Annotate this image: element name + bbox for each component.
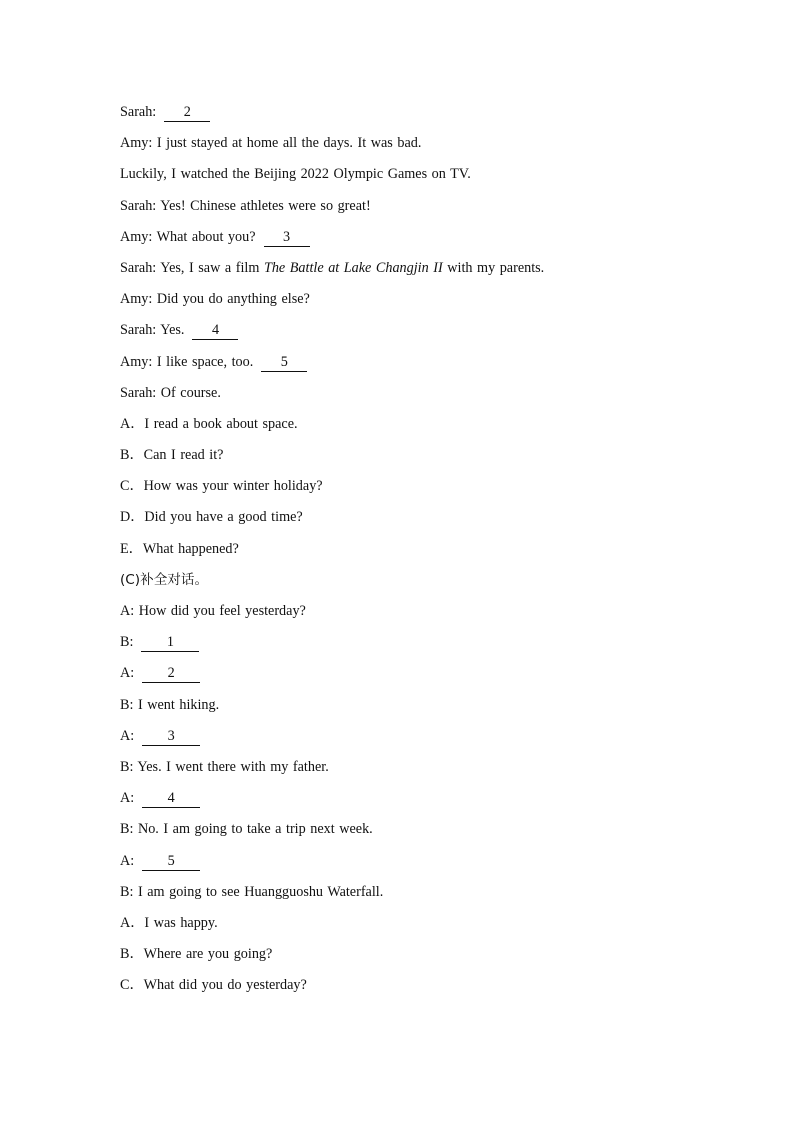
dialogue-text: Yes. xyxy=(160,322,185,339)
speaker-label: A: xyxy=(120,790,135,807)
dialogue-line xyxy=(120,723,740,754)
speaker-label: Amy: xyxy=(120,228,153,245)
dialogue-text: I like space, too. xyxy=(156,353,254,370)
dialogue-line: A: How did you feel yesterday? xyxy=(120,603,306,619)
dialogue-line xyxy=(120,317,740,348)
section-heading: (C)补全对话。 xyxy=(120,571,209,588)
option-item: B．Where are you going? xyxy=(120,946,273,963)
answer-blank: 3 xyxy=(142,728,200,746)
film-title: The Battle at Lake Changjin II xyxy=(263,259,443,276)
dialogue-line xyxy=(120,349,740,380)
dialogue-line xyxy=(120,785,740,816)
dialogue-line xyxy=(120,255,740,286)
answer-blank: 3 xyxy=(264,229,310,247)
speaker-label: Amy: xyxy=(120,353,153,370)
dialogue-line xyxy=(120,224,740,255)
option-item: C．How was your winter holiday? xyxy=(120,478,323,495)
option-item: B．Can I read it? xyxy=(120,447,224,464)
dialogue-line xyxy=(120,660,740,691)
option-item: C．What did you do yesterday? xyxy=(120,977,307,994)
option-item: A．I read a book about space. xyxy=(120,415,298,432)
speaker-label: A: xyxy=(120,665,135,682)
dialogue-line: Amy: I just stayed at home all the days. It was bad. xyxy=(120,135,422,152)
option-item: E．What happened? xyxy=(120,540,239,557)
speaker-label: Sarah: xyxy=(120,322,157,339)
document-page xyxy=(120,99,740,1003)
dialogue-line: B: No. I am going to take a trip next week. xyxy=(120,821,373,838)
answer-blank: 1 xyxy=(141,634,199,652)
answer-blank: 4 xyxy=(192,322,238,340)
speaker-label: Sarah: xyxy=(120,104,157,120)
speaker-label: Sarah: xyxy=(120,259,157,276)
option-item: A．I was happy. xyxy=(120,914,218,931)
dialogue-line: Luckily, I watched the Beijing 2022 Olympic Games on TV. xyxy=(120,166,471,183)
dialogue-line: Sarah: Of course. xyxy=(120,384,221,401)
speaker-label: A: xyxy=(120,852,135,869)
answer-blank: 2 xyxy=(142,665,200,683)
answer-blank: 2 xyxy=(164,104,210,122)
dialogue-line: B: Yes. I went there with my father. xyxy=(120,758,329,775)
answer-blank: 4 xyxy=(142,790,200,808)
dialogue-line xyxy=(120,99,740,130)
answer-blank: 5 xyxy=(261,354,307,372)
dialogue-text: Yes, I saw a film xyxy=(160,259,260,276)
speaker-label: A: xyxy=(120,727,135,744)
dialogue-text: with my parents. xyxy=(447,259,545,276)
dialogue-line xyxy=(120,629,740,660)
dialogue-line: B: I went hiking. xyxy=(120,696,220,713)
dialogue-text: What about you? xyxy=(156,228,256,245)
dialogue-line: B: I am going to see Huangguoshu Waterfall. xyxy=(120,883,384,900)
answer-blank: 5 xyxy=(142,853,200,871)
dialogue-line xyxy=(120,848,740,879)
speaker-label: B: xyxy=(120,634,134,651)
dialogue-line: Amy: Did you do anything else? xyxy=(120,291,310,308)
dialogue-line: Sarah: Yes! Chinese athletes were so great! xyxy=(120,197,371,214)
option-item: D．Did you have a good time? xyxy=(120,509,303,526)
